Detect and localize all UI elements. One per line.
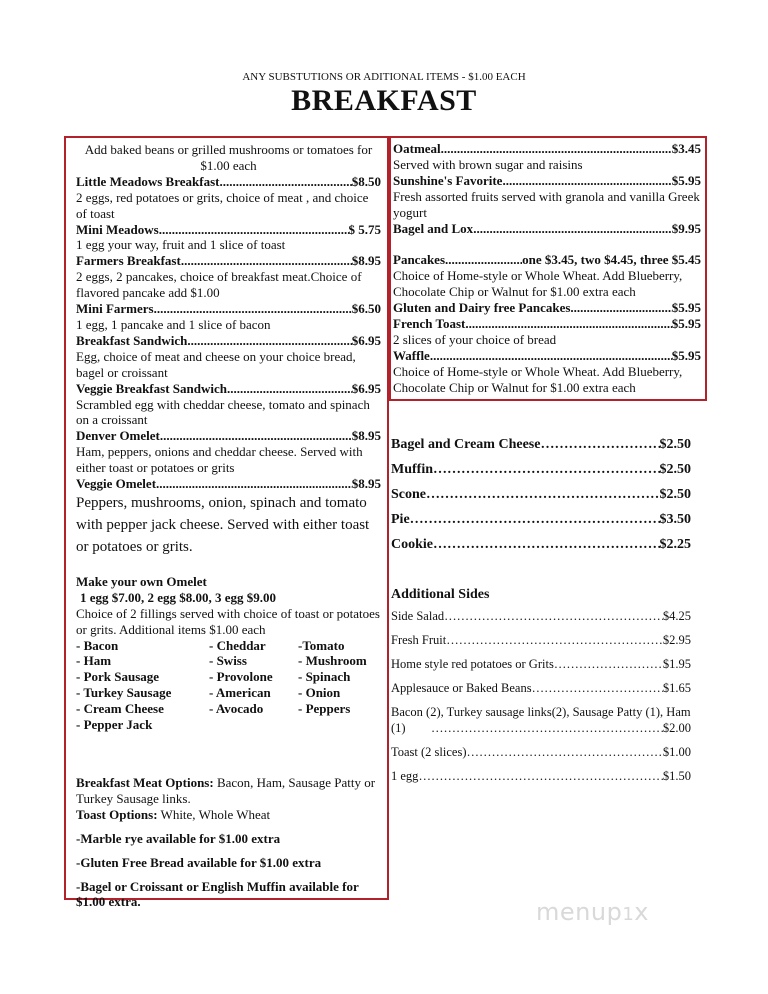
filling-option: - Bacon <box>76 637 119 653</box>
menu-item <box>76 428 381 444</box>
dot-leader <box>441 141 672 157</box>
menu-item <box>391 482 691 507</box>
dot-leader <box>532 680 663 696</box>
item-name: Toast (2 slices) <box>391 745 467 759</box>
menu-item <box>76 333 381 349</box>
substitution-note: ANY SUBSTUTIONS OR ADITIONAL ITEMS - $1.00 EACH <box>242 71 526 83</box>
item-name: Pie <box>391 512 410 527</box>
item-desc: Choice of Home-style or Whole Wheat. Add Blueberry, Chocolate Chip or Walnut for $1.00 extra each <box>393 268 683 300</box>
dot-leader <box>187 333 351 349</box>
item-price: $8.95 <box>351 476 381 492</box>
item-price: $2.50 <box>659 462 691 477</box>
menu-item <box>76 222 381 238</box>
item-desc: 2 eggs, red potatoes or grits, choice of meat , and choice of toast <box>76 189 369 221</box>
omelet-title: Make your own Omelet <box>76 573 207 589</box>
filling-option: - Avocado <box>209 701 264 717</box>
dot-leader <box>570 300 671 316</box>
item-price: $1.50 <box>662 769 691 783</box>
extras-section <box>391 432 691 792</box>
toast-label: Toast Options: <box>76 806 158 822</box>
item-price: $8.50 <box>351 173 381 189</box>
omelet-desc: Choice of 2 fillings served with choice of toast or potatoes or grits. Additional items $1.00 each <box>76 605 380 637</box>
menu-item <box>391 656 691 672</box>
filling-option: - Peppers <box>298 701 351 717</box>
dot-leader <box>426 482 660 507</box>
item-price: $2.50 <box>659 437 691 452</box>
filling-option: - Pepper Jack <box>76 717 153 733</box>
meat-options <box>76 775 381 807</box>
item-name: Sunshine's Favorite <box>393 172 503 188</box>
meat-label: Breakfast Meat Options: <box>76 775 214 790</box>
menu-item <box>393 316 701 332</box>
dot-leader <box>540 432 659 457</box>
omelet-prices: 1 egg $7.00, 2 egg $8.00, 3 egg $9.00 <box>80 589 277 605</box>
item-price: $6.50 <box>351 301 381 317</box>
toast-text: White, Whole Wheat <box>157 806 271 822</box>
item-name: Farmers Breakfast <box>76 253 181 269</box>
intro-note: Add baked beans or grilled mushrooms or tomatoes for $1.00 each <box>84 142 373 173</box>
item-name: Mini Meadows <box>76 221 159 237</box>
dot-leader <box>465 316 671 332</box>
item-name: Side Salad <box>391 609 445 623</box>
dot-leader <box>159 222 349 238</box>
item-name: Breakfast Sandwich <box>76 332 188 348</box>
filling-option: -Tomato <box>298 637 345 653</box>
dot-leader <box>502 173 671 189</box>
page-title: BREAKFAST <box>291 84 477 117</box>
extra-marble: -Marble rye available for $1.00 extra <box>76 830 281 846</box>
dot-leader <box>181 253 352 269</box>
menu-item-pancakes <box>393 252 701 268</box>
dot-leader <box>410 507 660 532</box>
filling-option: - Pork Sausage <box>76 669 160 685</box>
filling-option: - Swiss <box>209 653 247 669</box>
dot-leader <box>154 301 352 317</box>
item-desc: Served with brown sugar and raisins <box>393 156 583 172</box>
menu-item <box>391 432 691 457</box>
dot-leader <box>446 632 663 648</box>
menu-item <box>391 680 691 696</box>
dot-leader <box>467 744 663 760</box>
item-name: Muffin <box>391 462 433 477</box>
item-desc: 1 egg, 1 pancake and 1 slice of bacon <box>76 316 271 332</box>
dot-leader <box>431 720 663 736</box>
menu-item <box>76 174 381 190</box>
filling-option: - Cheddar <box>209 637 266 653</box>
item-name: Bacon (2), Turkey sausage links(2), Sausage Patty (1), Ham (1) <box>391 705 691 735</box>
item-price: $4.25 <box>662 609 691 623</box>
main-breakfast-section <box>64 136 389 910</box>
dot-leader <box>433 457 660 482</box>
item-name: Fresh Fruit <box>391 633 447 647</box>
item-name: Mini Farmers <box>76 301 154 317</box>
item-name: Little Meadows Breakfast <box>76 173 220 189</box>
meat-text: Bacon, Ham, Sausage Patty or Turkey Sausage links. <box>76 775 376 806</box>
toast-options <box>76 807 381 823</box>
item-price: $8.95 <box>351 253 381 269</box>
menu-item <box>76 253 381 269</box>
item-price: $2.25 <box>659 537 691 552</box>
item-name: Veggie Omelet <box>76 476 157 492</box>
item-price: $3.45 <box>671 141 701 156</box>
menu-item <box>393 221 701 237</box>
item-desc: 2 slices of your choice of bread <box>393 331 557 347</box>
item-name: Bagel and Lox <box>393 220 474 236</box>
item-desc: Choice of Home-style or Whole Wheat. Add Blueberry, Chocolate Chip or Walnut for $1.00 extra each <box>393 363 683 395</box>
menu-item <box>393 173 701 189</box>
menu-item <box>391 507 691 532</box>
filling-option: - Mushroom <box>298 653 367 669</box>
dot-leader <box>473 221 672 237</box>
item-price: $1.65 <box>662 681 691 695</box>
fillings-list <box>76 638 381 733</box>
dot-leader <box>418 768 662 784</box>
item-price: $1.00 <box>662 745 691 759</box>
item-price: $2.95 <box>662 633 691 647</box>
item-name: Pancakes <box>393 252 445 268</box>
menu-item <box>391 457 691 482</box>
menu-item <box>76 381 381 397</box>
item-name: Cookie <box>391 537 433 552</box>
item-name: Denver Omelet <box>76 428 160 444</box>
dot-leader <box>156 476 352 492</box>
item-price: one $3.45, two $4.45, three $5.45 <box>522 252 701 268</box>
item-price: $6.95 <box>351 380 381 396</box>
filling-option: - Cream Cheese <box>76 701 164 717</box>
filling-option: - Onion <box>298 685 341 701</box>
item-price: $2.00 <box>662 721 691 735</box>
item-price: $3.50 <box>659 512 691 527</box>
item-name: Veggie Breakfast Sandwich <box>76 380 227 396</box>
menu-item <box>393 300 701 316</box>
extra-gluten: -Gluten Free Bread available for $1.00 extra <box>76 854 322 870</box>
item-desc: Egg, choice of meat and cheese on your choice bread, bagel or croissant <box>76 348 356 380</box>
item-name: Gluten and Dairy free Pancakes <box>393 300 571 316</box>
dot-leader <box>430 348 672 364</box>
item-desc: Scrambled egg with cheddar cheese, tomato and spinach on a croissant <box>76 396 370 428</box>
item-name: Home style red potatoes or Grits <box>391 657 554 671</box>
item-desc: Fresh assorted fruits served with granola and vanilla Greek yogurt <box>393 188 700 220</box>
filling-option: - Provolone <box>209 669 273 685</box>
menu-item <box>391 608 691 624</box>
watermark-logo: menup1x <box>536 898 649 926</box>
item-price: $1.95 <box>662 657 691 671</box>
item-name: Waffle <box>393 347 430 363</box>
sides-title: Additional Sides <box>391 587 490 602</box>
dot-leader <box>219 174 351 190</box>
item-desc: 1 egg your way, fruit and 1 slice of toast <box>76 237 286 253</box>
filling-option: - American <box>209 685 271 701</box>
item-price: $8.95 <box>351 428 381 444</box>
item-desc: 2 eggs, 2 pancakes, choice of breakfast meat.Choice of flavored pancake add $1.00 <box>76 269 362 301</box>
menu-item <box>76 476 381 492</box>
menu-item <box>76 301 381 317</box>
filling-option: - Turkey Sausage <box>76 685 172 701</box>
dot-leader <box>227 381 352 397</box>
item-price: $5.95 <box>671 172 701 188</box>
item-name: Scone <box>391 487 426 502</box>
side-item <box>391 704 691 736</box>
item-name: French Toast <box>393 316 466 332</box>
menu-item <box>391 532 691 557</box>
filling-option: - Spinach <box>298 669 351 685</box>
extra-bagel: -Bagel or Croissant or English Muffin available for $1.00 extra. <box>76 878 359 910</box>
item-desc: Ham, peppers, onions and cheddar cheese. Served with either toast or potatoes or grits <box>76 444 363 476</box>
item-price: $2.50 <box>659 487 691 502</box>
other-breakfast-section <box>389 136 707 401</box>
menu-item <box>391 744 691 760</box>
menu-item <box>393 141 701 157</box>
dot-leader <box>444 608 663 624</box>
item-price: $ 5.75 <box>348 221 381 237</box>
item-price: $5.95 <box>671 347 701 363</box>
menu-item <box>391 768 691 784</box>
dot-leader <box>160 428 352 444</box>
menu-item <box>393 348 701 364</box>
dot-leader <box>554 656 663 672</box>
item-desc: Peppers, mushrooms, onion, spinach and tomato with pepper jack cheese. Served with either toast or potatoes or grits. <box>76 494 370 555</box>
item-name: Oatmeal <box>393 141 441 156</box>
menu-item <box>391 632 691 648</box>
item-name: 1 egg <box>391 769 419 783</box>
item-price: $6.95 <box>351 332 381 348</box>
item-price: $9.95 <box>671 220 701 236</box>
item-price: $5.95 <box>671 300 701 316</box>
dot-leader <box>433 532 660 557</box>
item-name: Applesauce or Baked Beans <box>391 681 532 695</box>
item-name: Bagel and Cream Cheese <box>391 437 541 452</box>
item-price: $5.95 <box>671 316 701 332</box>
dot-leader <box>445 252 522 268</box>
filling-option: - Ham <box>76 653 112 669</box>
